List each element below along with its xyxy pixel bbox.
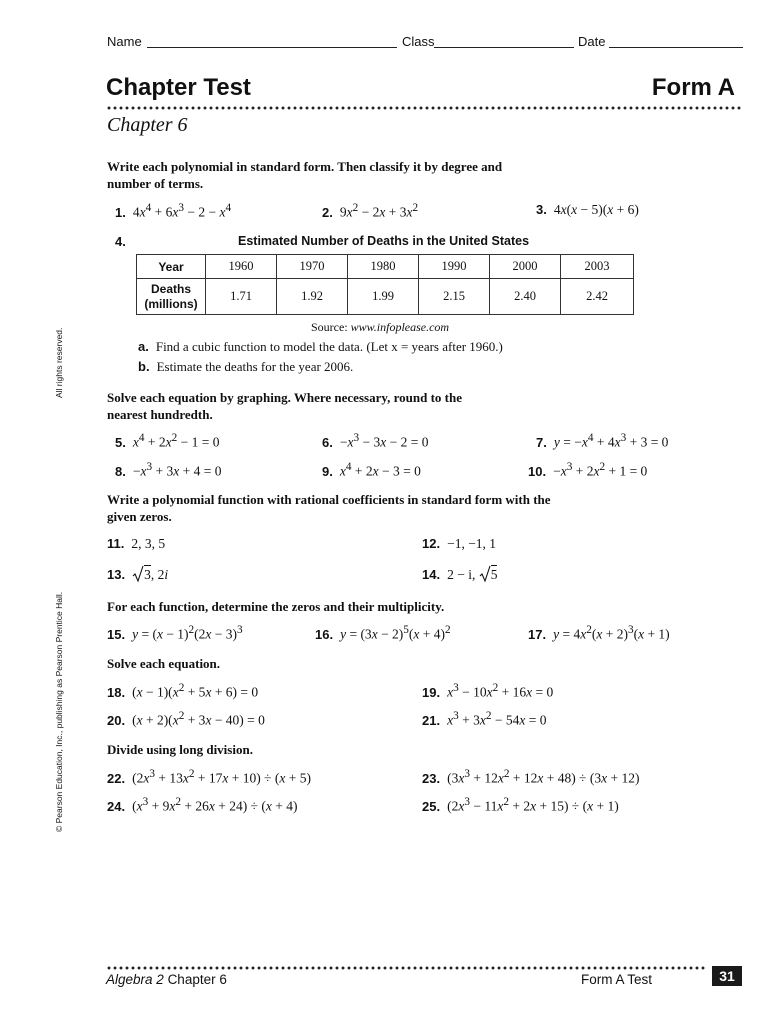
class-label: Class [402,34,435,49]
table-cell: 1970 [277,255,348,279]
problem-11: 11. 2, 3, 5 [107,536,166,551]
problem-24: 24. $(x^3 + 9x^2 + 26x + 24) \div (x + 4)$ [107,796,298,814]
page-title: Chapter Test [106,74,251,101]
footer-book: Algebra 2 Chapter 6 [106,972,227,987]
problem-22: 22. $(2x^3 + 13x^2 + 17x + 10) \div (x + 5)$ [107,768,311,786]
problem-5: 5. $x^4 + 2x^2 - 1 = 0$ [115,432,220,450]
date-field[interactable] [609,47,743,48]
problem-21: 21. $x^3 + 3x^2 - 54x = 0$ [422,710,547,728]
footer-divider [106,966,706,970]
table-row [137,279,634,315]
problem-7: 7. $y = -x^4 + 4x^3 + 3 = 0$ [536,432,669,450]
problem-4: 4. [115,234,126,249]
footer-form: Form A Test [581,972,653,987]
problem-9: 9. $x^4 + 2x - 3 = 0$ [322,461,421,479]
radical-icon [479,565,491,583]
problem-25: 25. $(2x^3 - 11x^2 + 2x + 15) \div (x + 1)$ [422,796,619,814]
problem-13: 13. 3, 2i [107,567,169,582]
table-cell: 2003 [561,255,634,279]
problem-6: 6. $-x^3 - 3x - 2 = 0$ [322,432,429,450]
problem-18: 18. $(x - 1)(x^2 + 5x + 6) = 0$ [107,682,259,700]
problem-17: 17. $y = 4x^2(x + 2)^3(x + 1)$ [528,624,670,642]
rights-notice: All rights reserved. [54,327,64,398]
problem-23: 23. $(3x^3 + 12x^2 + 12x + 48) \div (3x + 12)$ [422,768,640,786]
title-divider [106,106,742,110]
instructions-3: Write a polynomial function with rational coefficients in standard form with the given zeros. [107,492,551,524]
problem-10: 10. $-x^3 + 2x^2 + 1 = 0$ [528,461,648,479]
name-field[interactable] [147,47,397,48]
instructions-4: For each function, determine the zeros and their multiplicity. [107,599,445,614]
name-label: Name [107,34,142,49]
copyright-notice: © Pearson Education, Inc., publishing as Pearson Prentice Hall. [54,591,64,832]
deaths-header: Deaths (millions) [137,279,206,315]
problem-19: 19. $x^3 - 10x^2 + 16x = 0$ [422,682,554,700]
instructions-2: Solve each equation by graphing. Where necessary, round to the nearest hundredth. [107,390,462,422]
table-cell: 1960 [206,255,277,279]
problem-15: 15. $y = (x - 1)^2(2x - 3)^3$ [107,624,243,642]
class-field[interactable] [434,47,574,48]
instructions-1: Write each polynomial in standard form. Then classify it by degree and number of terms. [107,159,503,191]
problem-8: 8. $-x^3 + 3x + 4 = 0$ [115,461,222,479]
year-header: Year [137,255,206,279]
problem-1: 1. $4x^4 + 6x^3 - 2 - x^4$ [115,202,232,220]
header-fields [107,34,743,52]
table-row [137,255,634,279]
table-cell: 1.99 [348,279,419,315]
deaths-table [136,254,634,315]
instructions-5: Solve each equation. [107,656,221,671]
chapter-subtitle: Chapter 6 [107,114,188,136]
table-cell: 1.92 [277,279,348,315]
table-cell: 2.42 [561,279,634,315]
table-cell: 1980 [348,255,419,279]
problem-2: 2. $9x^2 - 2x + 3x^2$ [322,202,419,220]
table-title: Estimated Number of Deaths in the United States [238,234,530,248]
form-label: Form A [651,74,735,101]
table-cell: 1990 [419,255,490,279]
page-number: 31 [712,966,742,986]
date-label: Date [578,34,606,49]
radical-icon [132,565,144,583]
problem-20: 20. $(x + 2)(x^2 + 3x - 40) = 0$ [107,710,265,728]
problem-3: 3. 4x(x − 5)(x + 6) [536,202,639,217]
table-cell: 1.71 [206,279,277,315]
table-cell: 2.40 [490,279,561,315]
problem-12: 12. −1, −1, 1 [422,536,497,551]
instructions-6: Divide using long division. [107,742,253,757]
problem-16: 16. $y = (3x - 2)^5(x + 4)^2$ [315,624,451,642]
table-cell: 2000 [490,255,561,279]
question-4a: a. Find a cubic function to model the data. (Let x = years after 1960.) [138,339,503,354]
question-4b: b. Estimate the deaths for the year 2006. [138,359,354,374]
table-source: Source: www.infoplease.com [311,320,450,334]
problem-14: 14. 2 − i, 5 [422,567,498,582]
table-cell: 2.15 [419,279,490,315]
